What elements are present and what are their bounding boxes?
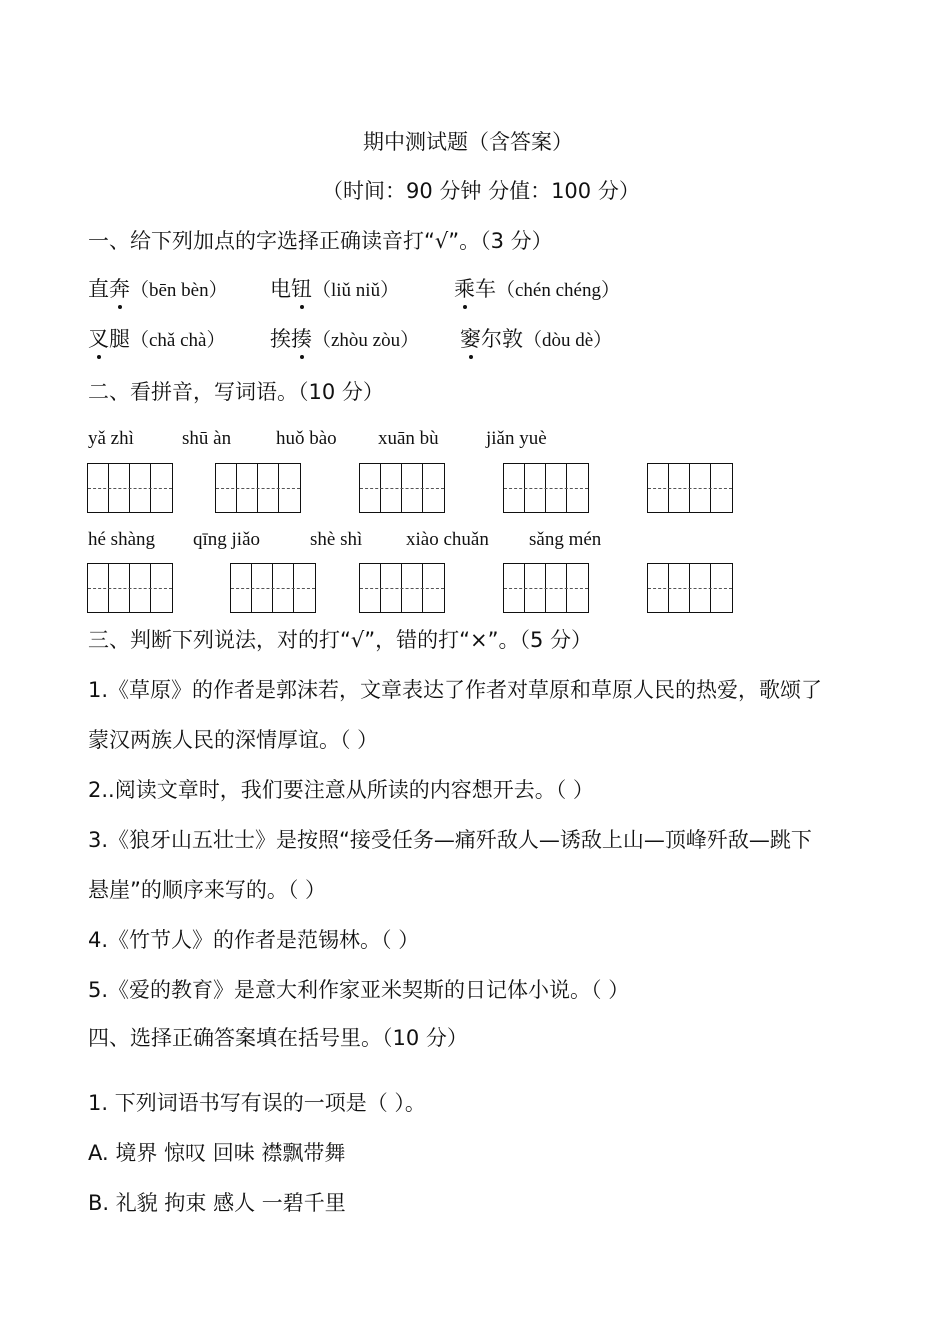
pinyin-label: xuān bù: [378, 428, 439, 449]
document-subtitle: （时间：90 分钟 分值：100 分）: [322, 179, 640, 203]
pinyin-choice-item: 乘车（chén chéng）: [454, 273, 620, 303]
question-line: 1. 下列词语书写有误的一项是（ ）。: [88, 1091, 426, 1115]
writing-grid[interactable]: [230, 563, 316, 613]
section-1-heading: 一、给下列加点的字选择正确读音打“√”。（3 分）: [88, 229, 553, 253]
judgment-line: 1.《草原》的作者是郭沫若，文章表达了作者对草原和草原人民的热爱，歌颂了: [88, 678, 823, 702]
judgment-line: 2..阅读文章时，我们要注意从所读的内容想开去。（ ）: [88, 778, 594, 802]
pinyin-label: yǎ zhì: [88, 428, 134, 449]
pinyin-label: xiào chuǎn: [406, 529, 489, 550]
pinyin-label: huǒ bào: [276, 428, 337, 449]
writing-grid[interactable]: [647, 463, 733, 513]
option-b: B. 礼貌 拘束 感人 一碧千里: [88, 1191, 346, 1215]
dotted-character: 叉: [88, 323, 109, 353]
writing-grid[interactable]: [87, 463, 173, 513]
writing-grid[interactable]: [87, 563, 173, 613]
document-title: 期中测试题（含答案）: [363, 130, 573, 154]
pinyin-choice-item: 叉腿（chǎ chà）: [88, 323, 225, 353]
dotted-character: 窭: [460, 323, 481, 353]
writing-grid[interactable]: [503, 463, 589, 513]
pinyin-label: shū àn: [182, 428, 232, 449]
dotted-character: 揍: [291, 323, 312, 353]
judgment-line: 悬崖”的顺序来写的。（ ）: [88, 878, 327, 902]
option-a: A. 境界 惊叹 回味 襟飘带舞: [88, 1141, 346, 1165]
pinyin-label: hé shàng: [88, 529, 156, 550]
pinyin-label: sǎng mén: [529, 529, 602, 550]
pinyin-label: qīng jiǎo: [193, 529, 261, 550]
writing-grid[interactable]: [503, 563, 589, 613]
section-3-heading: 三、判断下列说法，对的打“√”，错的打“×”。（5 分）: [88, 628, 593, 652]
writing-grid[interactable]: [359, 463, 445, 513]
pinyin-label: shè shì: [310, 529, 363, 550]
dotted-character: 奔: [109, 273, 130, 303]
pinyin-choice-item: 直奔（bēn bèn）: [88, 273, 228, 303]
pinyin-choice-item: 窭尔敦（dòu dè）: [460, 323, 612, 353]
writing-grid[interactable]: [215, 463, 301, 513]
judgment-line: 3.《狼牙山五壮士》是按照“接受任务—痛歼敌人—诱敌上山—顶峰歼敌—跳下: [88, 828, 812, 852]
judgment-line: 5.《爱的教育》是意大利作家亚米契斯的日记体小说。（ ）: [88, 978, 630, 1002]
pinyin-choice-item: 挨揍（zhòu zòu）: [270, 323, 419, 353]
writing-grid[interactable]: [647, 563, 733, 613]
writing-grid[interactable]: [359, 563, 445, 613]
pinyin-label: jiǎn yuè: [486, 428, 547, 449]
dotted-character: 钮: [291, 273, 312, 303]
dotted-character: 乘: [454, 273, 475, 303]
section-2-heading: 二、看拼音，写词语。（10 分）: [88, 380, 384, 404]
pinyin-choice-item: 电钮（liǔ niǔ）: [270, 273, 399, 303]
section-4-heading: 四、选择正确答案填在括号里。（10 分）: [88, 1026, 468, 1050]
judgment-line: 蒙汉两族人民的深情厚谊。（ ）: [88, 728, 379, 752]
judgment-line: 4.《竹节人》的作者是范锡林。（ ）: [88, 928, 420, 952]
